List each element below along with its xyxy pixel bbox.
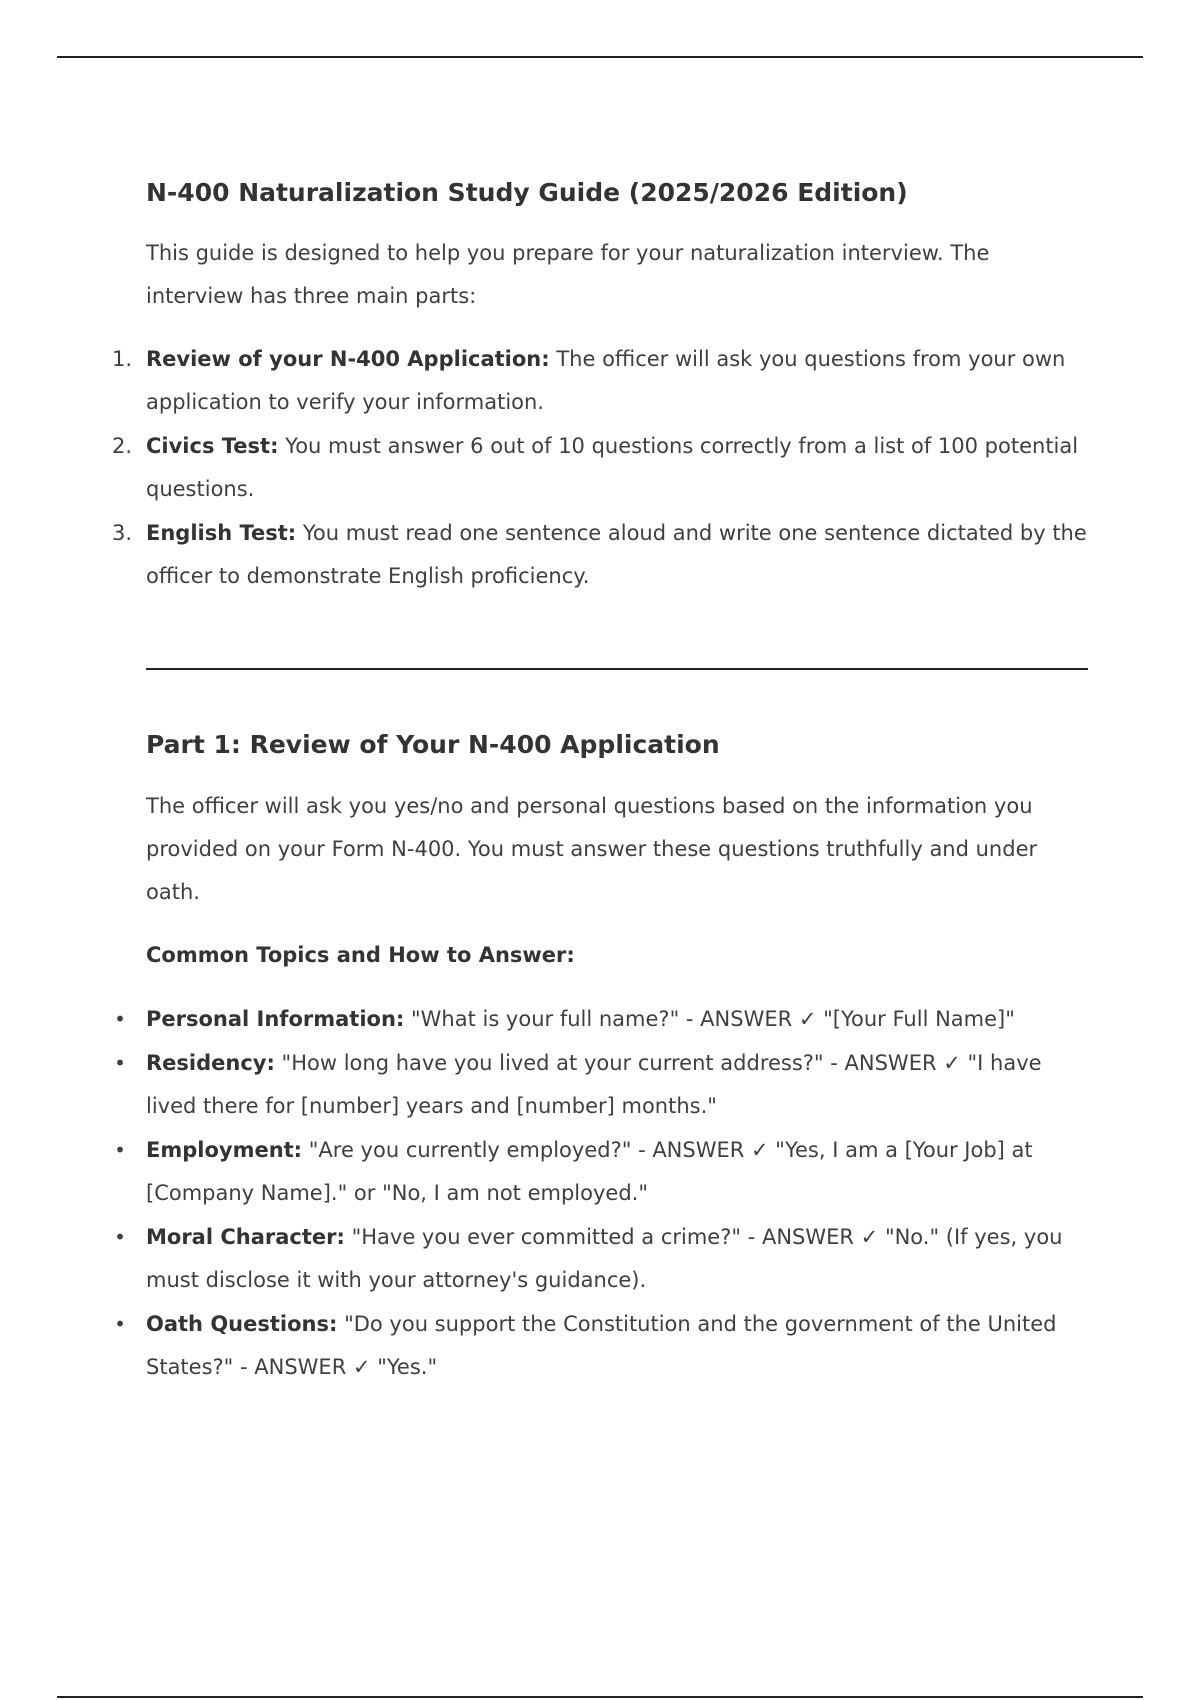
section-title: Part 1: Review of Your N-400 Application [146, 730, 720, 759]
list-item [114, 1303, 1092, 1389]
section-description: The officer will ask you yes/no and personal questions based on the information you provided on your Form N-400. You must answer these questions truthfully and under oath. [146, 794, 1038, 904]
document-body [111, 172, 1092, 1390]
topics-heading: Common Topics and How to Answer: [146, 943, 575, 967]
item-lead: Review of your N-400 Application: [146, 347, 550, 371]
bullet: • [114, 1225, 126, 1249]
list-number: 3. [111, 521, 132, 545]
item-text: "Have you ever committed a crime?" - ANSWER ✓ "No." (If yes, you must disclose it with your attorney's guidance). [146, 1225, 1063, 1292]
list-item [114, 998, 1092, 1041]
item-text: You must read one sentence aloud and write one sentence dictated by the officer to demonstrate English proficiency. [146, 521, 1087, 588]
list-item [114, 1042, 1092, 1128]
item-lead: Personal Information: [146, 1007, 405, 1031]
item-text: "How long have you lived at your current address?" - ANSWER ✓ "I have lived there for [number] years and [number] months." [146, 1051, 1042, 1118]
intro-paragraph: This guide is designed to help you prepare for your naturalization interview. The interview has three main parts: [146, 241, 990, 308]
page-title: N-400 Naturalization Study Guide (2025/2026 Edition) [146, 178, 908, 207]
section-divider [146, 668, 1088, 670]
bullet: • [114, 1007, 126, 1031]
list-item [114, 1129, 1092, 1215]
item-lead: Moral Character: [146, 1225, 345, 1249]
item-lead: Residency: [146, 1051, 275, 1075]
bullet: • [114, 1051, 126, 1075]
list-item [114, 1216, 1092, 1302]
page-top-rule [57, 56, 1143, 58]
item-lead: Civics Test: [146, 434, 279, 458]
item-text: "What is your full name?" - ANSWER ✓ "[Your Full Name]" [404, 1007, 1015, 1031]
list-item [111, 425, 1092, 511]
item-lead: English Test: [146, 521, 297, 545]
list-item [111, 512, 1092, 598]
page-bottom-rule [57, 1696, 1143, 1698]
list-item [111, 338, 1092, 424]
topics-list [114, 998, 1092, 1389]
item-text: You must answer 6 out of 10 questions correctly from a list of 100 potential questions. [146, 434, 1079, 501]
item-text: "Do you support the Constitution and the government of the United States?" - ANSWER ✓ "Yes." [146, 1312, 1057, 1379]
list-number: 1. [111, 347, 132, 371]
item-text: "Are you currently employed?" - ANSWER ✓ "Yes, I am a [Your Job] at [Company Name]." or "No, I am not employed." [146, 1138, 1033, 1205]
interview-parts-list [111, 338, 1092, 598]
list-number: 2. [111, 434, 132, 458]
item-lead: Oath Questions: [146, 1312, 338, 1336]
item-lead: Employment: [146, 1138, 303, 1162]
bullet: • [114, 1138, 126, 1162]
bullet: • [114, 1312, 126, 1336]
item-text: The officer will ask you questions from your own application to verify your information. [146, 347, 1066, 414]
